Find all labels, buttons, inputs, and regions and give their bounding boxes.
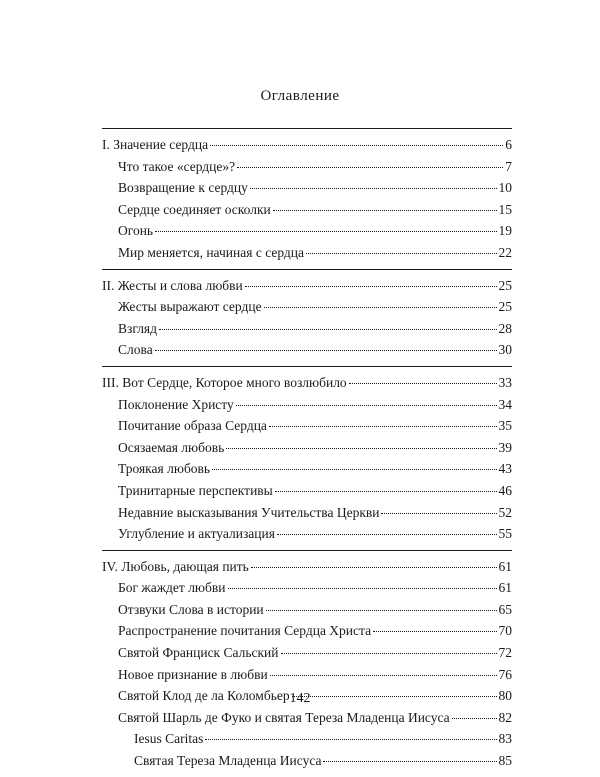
dot-leader xyxy=(452,717,497,719)
toc-entry-title: Отзвуки Слова в истории xyxy=(118,601,264,617)
toc-entry-title: Осязаемая любовь xyxy=(118,439,225,455)
toc-entry-title: Углубление и актуализация xyxy=(118,526,275,542)
toc-entry-title: II. Жесты и слова любви xyxy=(102,277,243,293)
dot-leader xyxy=(323,760,496,762)
toc-entry-page: 10 xyxy=(498,180,512,196)
dot-leader xyxy=(236,404,497,406)
toc-entry-title: Бог жаждет любви xyxy=(118,580,226,596)
dot-leader xyxy=(281,652,497,654)
toc-entry-page: 28 xyxy=(498,320,512,336)
dot-leader xyxy=(266,609,497,611)
toc-entry-title: Взгляд xyxy=(118,320,158,336)
toc-subsection-entry xyxy=(102,415,512,437)
dot-leader xyxy=(205,738,496,740)
toc-entry-title: Поклонение Христу xyxy=(118,396,234,412)
toc-entry-page: 35 xyxy=(498,418,512,434)
dot-leader xyxy=(277,533,497,535)
dot-leader xyxy=(237,166,503,168)
toc-entry-title: Святая Тереза Младенца Иисуса xyxy=(134,753,322,769)
toc-chapter-entry xyxy=(102,556,512,578)
dot-leader xyxy=(264,306,497,308)
toc-entry-title: Тринитарные перспективы xyxy=(118,482,273,498)
toc-chapter-entry xyxy=(102,134,512,156)
dot-leader xyxy=(226,447,496,449)
page-number: 142 xyxy=(289,691,311,706)
dot-leader xyxy=(155,230,496,232)
toc-subsection-entry xyxy=(102,394,512,416)
toc-entry-title: Святой Клод де ла Коломбьер xyxy=(118,688,290,704)
dot-leader xyxy=(275,490,497,492)
dot-leader xyxy=(269,425,497,427)
toc-entry-page: 30 xyxy=(498,342,512,358)
toc-subsection-entry xyxy=(102,296,512,318)
toc-entry-page: 61 xyxy=(498,558,512,574)
toc-subsection-entry xyxy=(102,502,512,524)
dot-leader xyxy=(212,468,496,470)
dot-leader xyxy=(210,144,503,146)
toc-subsection-entry xyxy=(102,642,512,664)
toc-section xyxy=(102,366,512,545)
toc-entry-page: 43 xyxy=(498,461,512,477)
toc-entry-page: 83 xyxy=(498,731,512,747)
toc-entry-page: 22 xyxy=(498,244,512,260)
toc-entry-title: I. Значение сердца xyxy=(102,137,209,152)
toc-entry-title: Iesus Caritas xyxy=(134,731,204,747)
toc-subsection-entry xyxy=(102,480,512,502)
toc-subsection-entry xyxy=(102,750,512,772)
toc-entry-page: 33 xyxy=(498,374,512,390)
toc-subsection-entry xyxy=(102,577,512,599)
toc-entry-page: 39 xyxy=(498,439,512,455)
toc-entry-page: 19 xyxy=(498,223,512,239)
toc-entry-page: 72 xyxy=(498,645,512,661)
toc-subsection-entry xyxy=(102,339,512,361)
toc-chapter-entry xyxy=(102,275,512,297)
toc-subsection-entry xyxy=(102,220,512,242)
toc-entry-page: 46 xyxy=(498,482,512,498)
toc-subsection-entry xyxy=(102,523,512,545)
dot-leader xyxy=(251,566,497,568)
toc-chapter-entry xyxy=(102,372,512,394)
dot-leader xyxy=(381,512,496,514)
toc-entry-title: Возвращение к сердцу xyxy=(118,180,248,196)
toc-entry-title: Святой Франциск Сальский xyxy=(118,645,279,661)
toc-title: Оглавление xyxy=(260,88,340,104)
toc-subsection-entry xyxy=(102,177,512,199)
toc-entry-page: 65 xyxy=(498,601,512,617)
toc-section xyxy=(102,128,512,264)
toc-subsection-entry xyxy=(102,664,512,686)
toc-entry-title: Огонь xyxy=(118,223,154,239)
table-of-contents xyxy=(102,128,512,777)
toc-subsection-entry xyxy=(102,199,512,221)
dot-leader xyxy=(245,285,497,287)
dot-leader xyxy=(250,187,497,189)
toc-entry-title: Новое признание в любви xyxy=(118,666,268,682)
toc-entry-page: 70 xyxy=(498,623,512,639)
toc-entry-page: 6 xyxy=(505,137,512,152)
toc-entry-title: Недавние высказывания Учительства Церкви xyxy=(118,504,380,520)
toc-entry-page: 55 xyxy=(498,526,512,542)
dot-leader xyxy=(155,349,497,351)
toc-section xyxy=(102,269,512,361)
toc-section xyxy=(102,550,512,772)
toc-entry-page: 34 xyxy=(498,396,512,412)
toc-subsection-entry xyxy=(102,458,512,480)
dot-leader xyxy=(273,209,497,211)
toc-entry-title: Жесты выражают сердце xyxy=(118,299,262,315)
toc-subsection-entry xyxy=(102,599,512,621)
dot-leader xyxy=(270,674,497,676)
toc-entry-page: 76 xyxy=(498,666,512,682)
toc-entry-page: 25 xyxy=(498,277,512,293)
toc-entry-title: Распространение почитания Сердца Христа xyxy=(118,623,372,639)
toc-entry-page: 15 xyxy=(498,201,512,217)
toc-subsection-entry xyxy=(102,728,512,750)
toc-entry-page: 80 xyxy=(498,688,512,704)
toc-entry-title: Слова xyxy=(118,342,153,358)
toc-entry-page: 85 xyxy=(498,753,512,769)
dot-leader xyxy=(306,252,497,254)
toc-entry-page: 82 xyxy=(498,709,512,725)
toc-entry-page: 61 xyxy=(498,580,512,596)
dot-leader xyxy=(349,382,497,384)
toc-subsection-entry xyxy=(102,318,512,340)
dot-leader xyxy=(159,328,496,330)
toc-entry-page: 25 xyxy=(498,299,512,315)
toc-subsection-entry xyxy=(102,242,512,264)
toc-entry-title: III. Вот Сердце, Которое много возлюбило xyxy=(102,374,347,390)
toc-entry-title: Сердце соединяет осколки xyxy=(118,201,271,217)
dot-leader xyxy=(373,630,496,632)
toc-entry-title: Святой Шарль де Фуко и святая Тереза Младенца Иисуса xyxy=(118,709,450,725)
dot-leader xyxy=(228,587,497,589)
toc-entry-title: Что такое «сердце»? xyxy=(118,158,236,174)
toc-subsection-entry xyxy=(102,156,512,178)
toc-entry-title: Мир меняется, начиная с сердца xyxy=(118,244,304,260)
toc-entry-title: Почитание образа Сердца xyxy=(118,418,267,434)
toc-entry-title: Троякая любовь xyxy=(118,461,211,477)
toc-entry-page: 7 xyxy=(505,158,512,174)
toc-subsection-entry xyxy=(102,437,512,459)
toc-subsection-entry xyxy=(102,707,512,729)
toc-subsection-entry xyxy=(102,620,512,642)
toc-entry-page: 52 xyxy=(498,504,512,520)
toc-entry-title: IV. Любовь, дающая пить xyxy=(102,558,249,574)
